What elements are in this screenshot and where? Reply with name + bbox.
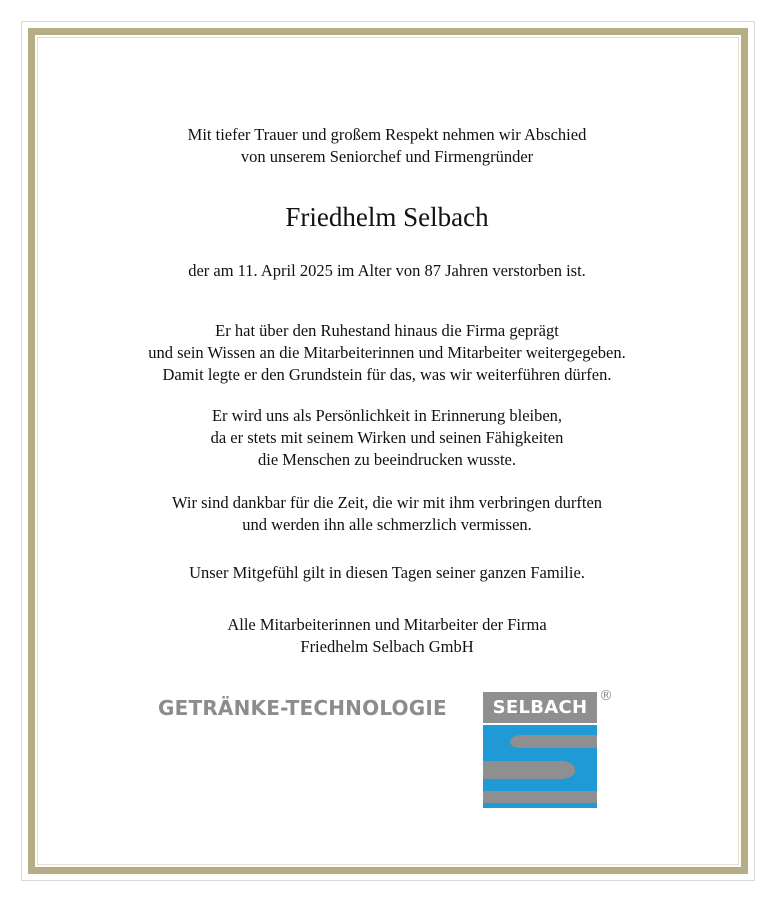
paragraph-legacy-line-2: und sein Wissen an die Mitarbeiterinnen und Mitarbeiter weitergegeben.: [148, 343, 626, 362]
intro-line-2: von unserem Seniorchef und Firmengründer: [240, 147, 534, 166]
intro-text: [0, 124, 774, 168]
registered-mark: ®: [599, 688, 613, 704]
logo-wordmark: SELBACH: [483, 692, 597, 723]
paragraph-memory-line-1: Er wird uns als Persönlichkeit in Erinnerung bleiben,: [211, 406, 563, 425]
signature: [0, 614, 774, 658]
company-tagline: GETRÄNKE-TECHNOLOGIE: [158, 696, 447, 720]
paragraph-memory-line-2: da er stets mit seinem Wirken und seinen Fähigkeiten: [210, 428, 564, 447]
paragraph-gratitude-line-2: und werden ihn alle schmerzlich vermissen.: [242, 515, 532, 534]
death-notice-line: der am 11. April 2025 im Alter von 87 Jahren verstorben ist.: [188, 261, 586, 280]
sympathy-line: Unser Mitgefühl gilt in diesen Tagen seiner ganzen Familie.: [189, 563, 585, 582]
paragraph-legacy-line-3: Damit legte er den Grundstein für das, was wir weiterführen dürfen.: [162, 365, 612, 384]
death-notice: [0, 260, 774, 282]
paragraph-legacy: [0, 320, 774, 386]
intro-line-1: Mit tiefer Trauer und großem Respekt nehmen wir Abschied: [187, 125, 587, 144]
sympathy-text: [0, 562, 774, 584]
paragraph-legacy-line-1: Er hat über den Ruhestand hinaus die Firma geprägt: [215, 321, 559, 340]
paragraph-memory-line-3: die Menschen zu beeindrucken wusste.: [258, 450, 516, 469]
paragraph-gratitude-line-1: Wir sind dankbar für die Zeit, die wir mit ihm verbringen durften: [171, 493, 603, 512]
paragraph-memory: [0, 405, 774, 471]
signature-line-1: Alle Mitarbeiterinnen und Mitarbeiter der Firma: [227, 615, 547, 634]
selbach-s-logo-icon: [483, 725, 597, 808]
selbach-logo: [483, 692, 597, 808]
signature-line-2: Friedhelm Selbach GmbH: [300, 637, 474, 656]
paragraph-gratitude: [0, 492, 774, 536]
deceased-name: Friedhelm Selbach: [285, 202, 489, 232]
